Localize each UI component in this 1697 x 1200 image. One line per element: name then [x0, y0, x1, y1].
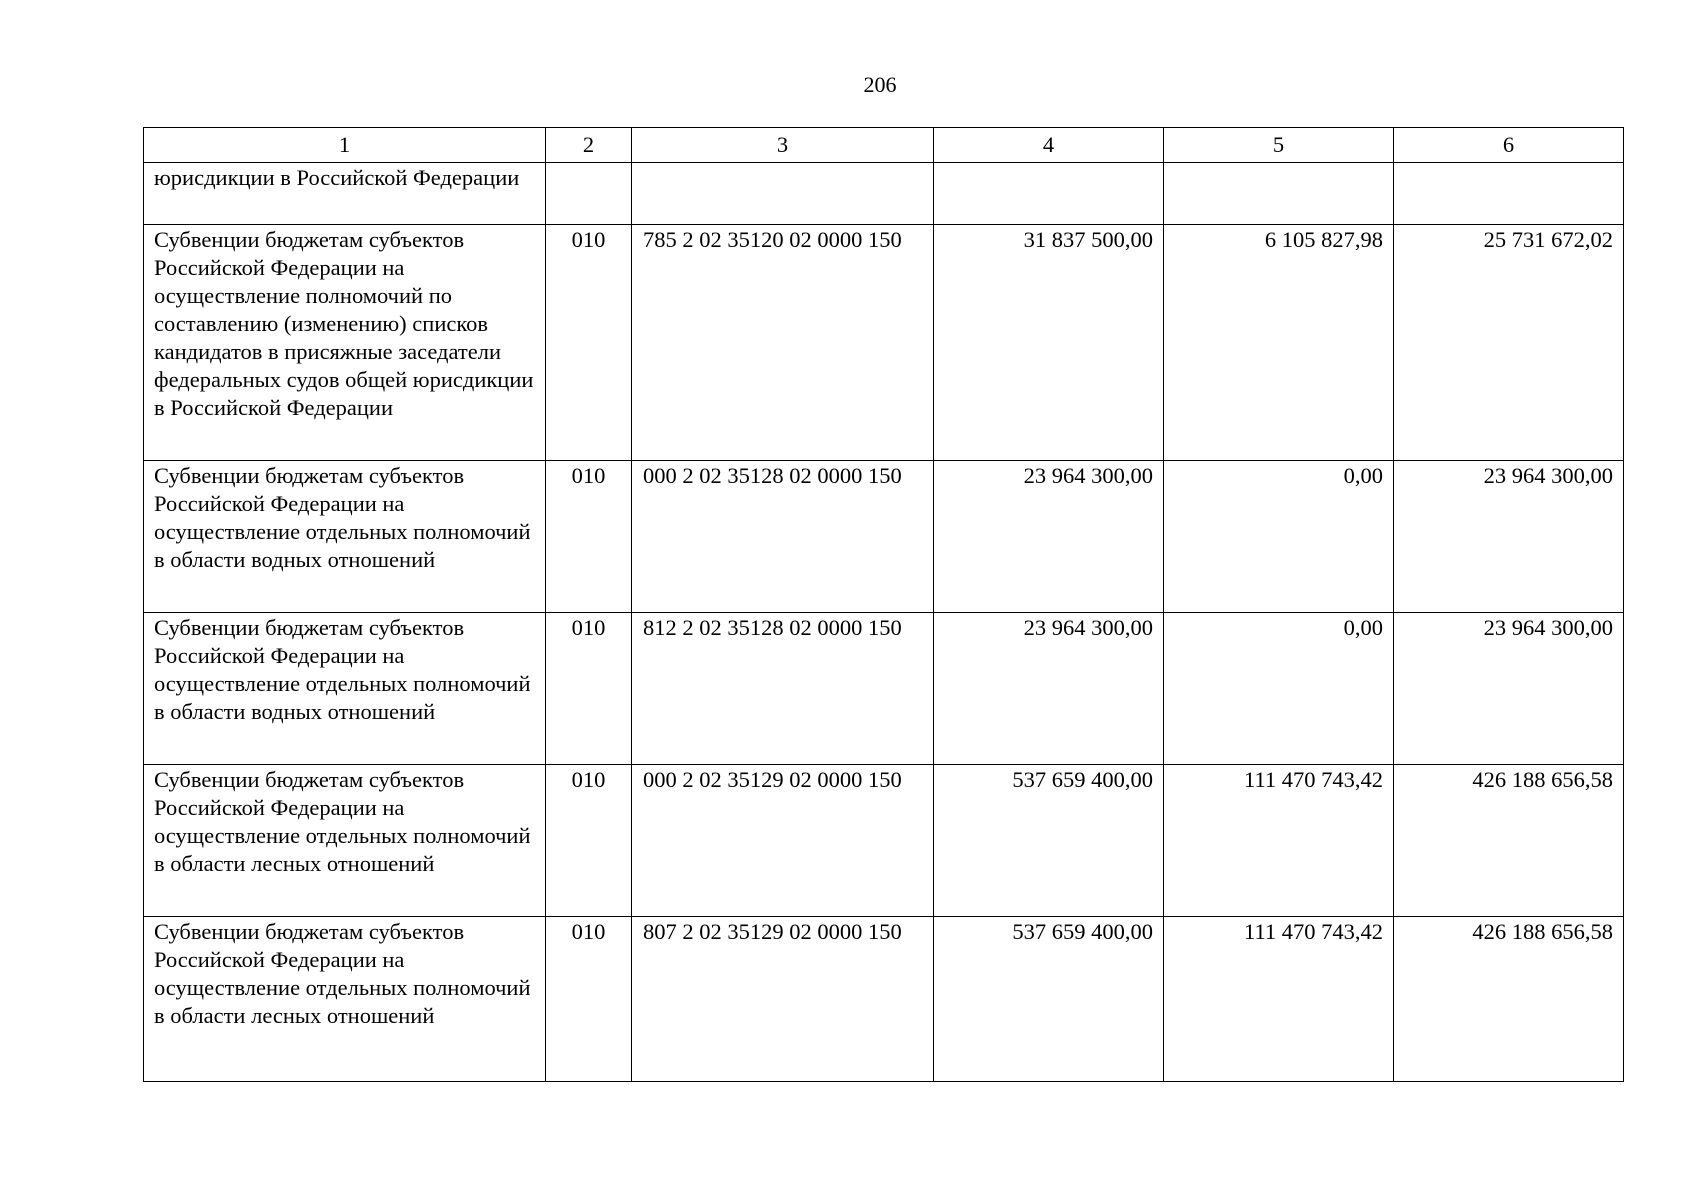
- unexecuted-amount-cell: 23 964 300,00: [1394, 461, 1624, 613]
- executed-amount-cell: 111 470 743,42: [1164, 917, 1394, 1082]
- column-header-1: 1: [144, 128, 546, 163]
- unexecuted-amount-cell: [1394, 163, 1624, 225]
- table-row: [144, 765, 1624, 917]
- table-row: [144, 917, 1624, 1082]
- unexecuted-amount-cell: 426 188 656,58: [1394, 917, 1624, 1082]
- assigned-amount-cell: 23 964 300,00: [934, 613, 1164, 765]
- table-row: [144, 613, 1624, 765]
- assigned-amount-cell: 537 659 400,00: [934, 765, 1164, 917]
- column-header-6: 6: [1394, 128, 1624, 163]
- table-row: [144, 163, 1624, 225]
- unexecuted-amount-cell: 25 731 672,02: [1394, 225, 1624, 461]
- budget-code-cell: 812 2 02 35128 02 0000 150: [632, 613, 934, 765]
- table-header-row: [144, 128, 1624, 163]
- line-code-cell: 010: [546, 613, 632, 765]
- executed-amount-cell: [1164, 163, 1394, 225]
- income-name-cell: юрисдикции в Российской Федерации: [144, 163, 546, 225]
- executed-amount-cell: 111 470 743,42: [1164, 765, 1394, 917]
- unexecuted-amount-cell: 426 188 656,58: [1394, 765, 1624, 917]
- line-code-cell: [546, 163, 632, 225]
- line-code-cell: 010: [546, 765, 632, 917]
- income-name-cell: Субвенции бюджетам субъектов Российской Федерации на осуществление отдельных полномочий в области водных отношений: [144, 461, 546, 613]
- line-code-cell: 010: [546, 917, 632, 1082]
- executed-amount-cell: 0,00: [1164, 613, 1394, 765]
- assigned-amount-cell: 31 837 500,00: [934, 225, 1164, 461]
- budget-execution-table: [143, 127, 1624, 1082]
- income-name-cell: Субвенции бюджетам субъектов Российской Федерации на осуществление отдельных полномочий в области водных отношений: [144, 613, 546, 765]
- assigned-amount-cell: [934, 163, 1164, 225]
- line-code-cell: 010: [546, 461, 632, 613]
- table-row: [144, 461, 1624, 613]
- column-header-2: 2: [546, 128, 632, 163]
- income-name-cell: Субвенции бюджетам субъектов Российской Федерации на осуществление полномочий по составлению (изменению) списков кандидатов в присяжные заседатели федеральных судов общей юрисдикции в Российской Федерации: [144, 225, 546, 461]
- table-row: [144, 225, 1624, 461]
- assigned-amount-cell: 537 659 400,00: [934, 917, 1164, 1082]
- executed-amount-cell: 6 105 827,98: [1164, 225, 1394, 461]
- income-name-cell: Субвенции бюджетам субъектов Российской Федерации на осуществление отдельных полномочий в области лесных отношений: [144, 765, 546, 917]
- executed-amount-cell: 0,00: [1164, 461, 1394, 613]
- unexecuted-amount-cell: 23 964 300,00: [1394, 613, 1624, 765]
- column-header-5: 5: [1164, 128, 1394, 163]
- budget-code-cell: 000 2 02 35129 02 0000 150: [632, 765, 934, 917]
- budget-code-cell: [632, 163, 934, 225]
- income-name-cell: Субвенции бюджетам субъектов Российской Федерации на осуществление отдельных полномочий в области лесных отношений: [144, 917, 546, 1082]
- page-number: 206: [863, 72, 897, 97]
- column-header-3: 3: [632, 128, 934, 163]
- column-header-4: 4: [934, 128, 1164, 163]
- budget-code-cell: 785 2 02 35120 02 0000 150: [632, 225, 934, 461]
- assigned-amount-cell: 23 964 300,00: [934, 461, 1164, 613]
- line-code-cell: 010: [546, 225, 632, 461]
- budget-code-cell: 807 2 02 35129 02 0000 150: [632, 917, 934, 1082]
- budget-code-cell: 000 2 02 35128 02 0000 150: [632, 461, 934, 613]
